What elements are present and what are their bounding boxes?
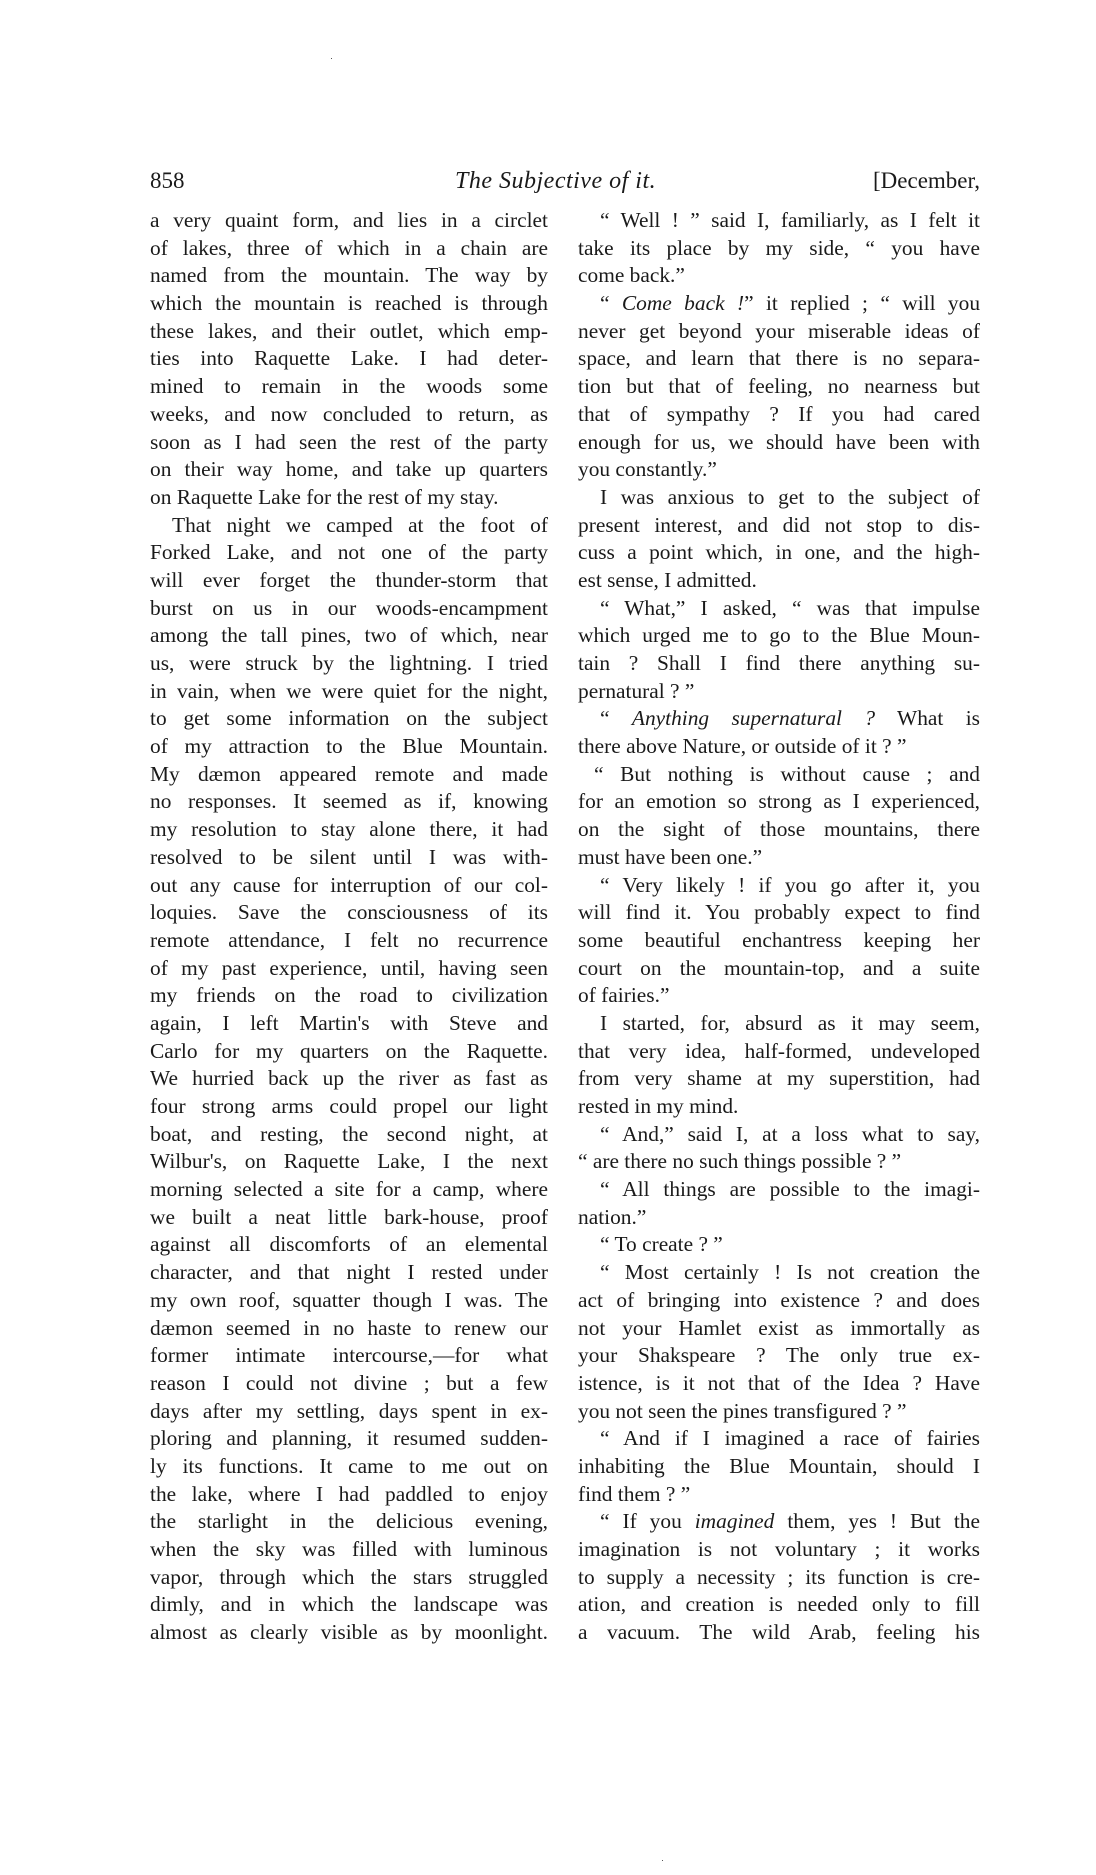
italic-phrase: imagined bbox=[694, 1509, 775, 1534]
paragraph-start-line: “ All things are possible to the imagi- bbox=[600, 1177, 980, 1202]
paragraph-start-line: “ But nothing is without cause ; and bbox=[594, 761, 980, 786]
text-line: loquies. Save the consciousness of its bbox=[150, 900, 548, 925]
paragraph-start-line: “ And if I imagined a race of fairies bbox=[600, 1426, 980, 1451]
running-head bbox=[150, 166, 980, 196]
paragraph-start-line: “ What,” I asked, “ was that impulse bbox=[600, 595, 980, 620]
text-line: that very idea, half-formed, undeveloped bbox=[578, 1038, 980, 1063]
text-line: from very shame at my superstition, had bbox=[578, 1066, 980, 1091]
text-line: you not seen the pines transfigured ? ” bbox=[578, 1398, 907, 1423]
text-line: the lake, where I had paddled to enjoy bbox=[150, 1481, 548, 1506]
paragraph-start-line: “ Most certainly ! Is not creation the bbox=[600, 1260, 980, 1285]
text-line: no responses. It seemed as if, knowing bbox=[150, 789, 548, 814]
text-line: of my past experience, until, having seen bbox=[150, 955, 548, 980]
text-line: remote attendance, I felt no recurrence bbox=[150, 927, 548, 952]
text-line: ation, and creation is needed only to fill bbox=[578, 1592, 980, 1617]
text-line: former intimate intercourse,—for what bbox=[150, 1343, 548, 1368]
text-line: named from the mountain. The way by bbox=[150, 263, 548, 288]
text-line: when the sky was filled with luminous bbox=[150, 1537, 548, 1561]
text-line: among the tall pines, two of which, near bbox=[150, 623, 548, 648]
paragraph-start-line: “ To create ? ” bbox=[600, 1232, 723, 1257]
text-line: against all discomforts of an elemental bbox=[150, 1232, 548, 1257]
quote-open: “ bbox=[600, 706, 632, 731]
text-line: tion but that of feeling, no nearness but bbox=[578, 374, 980, 399]
text-line: character, and that night I rested under bbox=[150, 1260, 548, 1285]
text-line: burst on us in our woods-encampment bbox=[150, 595, 548, 620]
text-line: enough for us, we should have been with bbox=[578, 429, 980, 454]
paragraph-start-line bbox=[578, 1508, 980, 1536]
text-line: weeks, and now concluded to return, as bbox=[150, 401, 548, 426]
text-line: to supply a necessity ; its function is cre- bbox=[578, 1564, 980, 1589]
text-line: the starlight in the delicious evening, bbox=[150, 1509, 548, 1534]
text-line: we built a neat little bark-house, proof bbox=[150, 1204, 548, 1229]
text-line: mined to remain in the woods some bbox=[150, 374, 548, 399]
text-line: of fairies.” bbox=[578, 983, 670, 1008]
text-line: We hurried back up the river as fast as bbox=[150, 1066, 548, 1091]
text-fragment: them, yes ! But the bbox=[774, 1509, 980, 1534]
text-fragment: ” it replied ; “ will you bbox=[744, 291, 981, 316]
paragraph-start-line bbox=[578, 290, 980, 318]
text-line: on their way home, and take up quarters bbox=[150, 457, 548, 482]
text-line: nation.” bbox=[578, 1204, 647, 1229]
text-line: Forked Lake, and not one of the party bbox=[150, 540, 548, 565]
text-line: a very quaint form, and lies in a circlet bbox=[150, 208, 548, 232]
left-column bbox=[150, 207, 548, 1647]
italic-phrase: Come back ! bbox=[621, 291, 745, 316]
text-fragment: What is bbox=[875, 706, 980, 731]
text-line: morning selected a site for a camp, where bbox=[150, 1177, 548, 1202]
text-line: ploring and planning, it resumed sudden- bbox=[150, 1426, 548, 1451]
right-column bbox=[578, 207, 980, 1647]
paragraph-start-line: That night we camped at the foot of bbox=[172, 512, 548, 537]
text-line: rested in my mind. bbox=[578, 1094, 739, 1118]
text-line: reason I could not divine ; but a few bbox=[150, 1370, 548, 1395]
paragraph-start-line: I started, for, absurd as it may seem, bbox=[600, 1010, 980, 1035]
scan-speck bbox=[662, 1860, 663, 1861]
text-line: come back.” bbox=[578, 263, 685, 288]
text-line: boat, and resting, the second night, at bbox=[150, 1121, 548, 1146]
text-line: of lakes, three of which in a chain are bbox=[150, 235, 548, 260]
text-line: resolved to be silent until I was with- bbox=[150, 844, 548, 869]
text-line: some beautiful enchantress keeping her bbox=[578, 927, 980, 952]
text-line: your Shakspeare ? The only true ex- bbox=[578, 1343, 980, 1368]
text-line: ties into Raquette Lake. I had deter- bbox=[150, 346, 548, 371]
quote-open: “ bbox=[600, 291, 622, 316]
text-line: that of sympathy ? If you had cared bbox=[578, 401, 980, 426]
running-month: [December, bbox=[873, 168, 980, 193]
text-line: days after my settling, days spent in ex- bbox=[150, 1398, 548, 1423]
text-line: Wilbur's, on Raquette Lake, I the next bbox=[150, 1149, 548, 1174]
italic-phrase: Anything supernatural ? bbox=[631, 706, 876, 731]
text-line: on Raquette Lake for the rest of my stay. bbox=[150, 484, 499, 509]
text-line: ly its functions. It came to me out on bbox=[150, 1453, 548, 1478]
text-line: space, and learn that there is no separa- bbox=[578, 346, 980, 371]
text-line: Carlo for my quarters on the Raquette. bbox=[150, 1038, 548, 1063]
text-line: a vacuum. The wild Arab, feeling his bbox=[578, 1620, 980, 1645]
text-line: my friends on the road to civilization bbox=[150, 983, 548, 1008]
text-line: find them ? ” bbox=[578, 1481, 691, 1506]
text-line: these lakes, and their outlet, which emp- bbox=[150, 318, 548, 343]
text-line: not your Hamlet exist as immortally as bbox=[578, 1315, 980, 1340]
text-fragment: “ If you bbox=[600, 1509, 695, 1534]
paragraph-start-line bbox=[578, 705, 980, 733]
text-line: vapor, through which the stars struggled bbox=[150, 1564, 548, 1589]
text-line: act of bringing into existence ? and does bbox=[578, 1287, 980, 1312]
text-line: cuss a point which, in one, and the high- bbox=[578, 540, 980, 565]
text-line: must have been one.” bbox=[578, 844, 763, 869]
paragraph-start-line: “ Very likely ! if you go after it, you bbox=[600, 872, 980, 897]
paragraph-start-line: “ And,” said I, at a loss what to say, bbox=[600, 1121, 980, 1146]
text-line: My dæmon appeared remote and made bbox=[150, 761, 548, 786]
text-line: pernatural ? ” bbox=[578, 678, 695, 703]
text-line: almost as clearly visible as by moonlight. bbox=[150, 1620, 548, 1645]
scan-speck bbox=[331, 58, 332, 59]
text-line: my own roof, squatter though I was. The bbox=[150, 1287, 548, 1312]
text-line: will find it. You probably expect to find bbox=[578, 900, 980, 925]
text-line: four strong arms could propel our light bbox=[150, 1094, 548, 1118]
paragraph-start-line: I was anxious to get to the subject of bbox=[600, 484, 980, 509]
text-line: dæmon seemed in no haste to renew our bbox=[150, 1315, 548, 1340]
text-line: will ever forget the thunder-storm that bbox=[150, 567, 548, 592]
text-line: tain ? Shall I find there anything su- bbox=[578, 651, 980, 675]
text-line: soon as I had seen the rest of the party bbox=[150, 429, 548, 454]
text-line: istence, is it not that of the Idea ? Have bbox=[578, 1370, 980, 1395]
text-line: of my attraction to the Blue Mountain. bbox=[150, 734, 548, 759]
page-number: 858 bbox=[150, 168, 185, 193]
text-line: which urged me to go to the Blue Moun- bbox=[578, 623, 980, 648]
text-line: you constantly.” bbox=[578, 457, 717, 482]
text-line: inhabiting the Blue Mountain, should I bbox=[578, 1453, 980, 1478]
text-line: “ are there no such things possible ? ” bbox=[578, 1149, 902, 1174]
text-line: my resolution to stay alone there, it had bbox=[150, 817, 548, 842]
paragraph-start-line: “ Well ! ” said I, familiarly, as I felt it bbox=[600, 208, 980, 232]
text-line: us, were struck by the lightning. I tried bbox=[150, 651, 548, 675]
text-line: court on the mountain-top, and a suite bbox=[578, 955, 980, 980]
text-line: there above Nature, or outside of it ? ” bbox=[578, 734, 907, 759]
text-line: out any cause for interruption of our col- bbox=[150, 872, 548, 897]
text-line: again, I left Martin's with Steve and bbox=[150, 1010, 548, 1035]
text-line: never get beyond your miserable ideas of bbox=[578, 318, 980, 343]
text-line: which the mountain is reached is through bbox=[150, 291, 548, 316]
text-line: on the sight of those mountains, there bbox=[578, 817, 980, 842]
running-title: The Subjective of it. bbox=[455, 168, 657, 194]
text-line: est sense, I admitted. bbox=[578, 567, 757, 592]
text-line: for an emotion so strong as I experienced, bbox=[578, 789, 980, 814]
text-line: in vain, when we were quiet for the night, bbox=[150, 678, 548, 703]
text-line: to get some information on the subject bbox=[150, 706, 548, 731]
text-line: take its place by my side, “ you have bbox=[578, 235, 980, 260]
text-line: present interest, and did not stop to dis- bbox=[578, 512, 980, 537]
text-line: imagination is not voluntary ; it works bbox=[578, 1537, 980, 1561]
text-line: dimly, and in which the landscape was bbox=[150, 1592, 548, 1617]
